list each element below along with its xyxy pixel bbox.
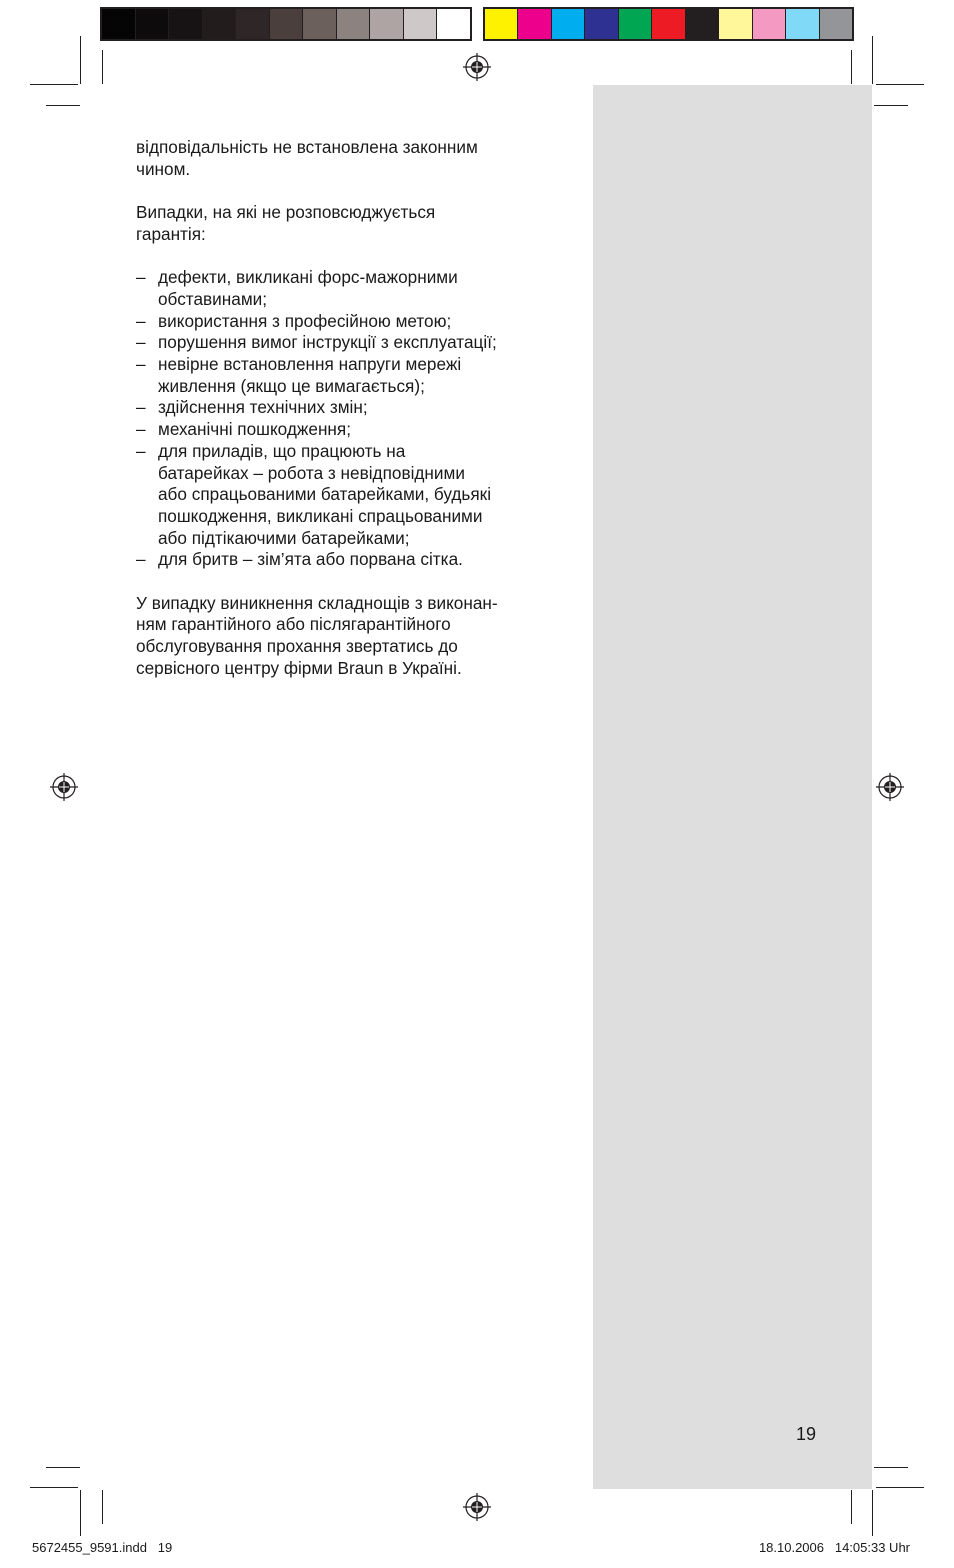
page-number: 19: [796, 1424, 817, 1444]
crop-mark: [872, 36, 873, 84]
text-line: гарантія:: [136, 223, 206, 244]
crop-mark: [851, 1490, 852, 1524]
paragraph-liability: [136, 137, 566, 180]
crop-mark: [874, 105, 908, 106]
text-line: обставинами;: [158, 288, 268, 309]
list-item: [136, 332, 566, 354]
text-line: дефекти, викликані форс-мажорними: [158, 267, 458, 288]
gray-swatch: [270, 9, 304, 39]
registration-mark-icon: [50, 773, 78, 801]
crop-mark: [851, 50, 852, 84]
list-item: [136, 441, 566, 550]
slug-file-info: 5672455_9591.indd 19: [32, 1540, 173, 1555]
color-swatch: [686, 9, 719, 39]
gray-swatch: [303, 9, 337, 39]
text-line: використання з професійною метою;: [158, 310, 452, 331]
list-dash: –: [136, 397, 146, 418]
color-swatch: [552, 9, 585, 39]
paragraph-service-center: [136, 593, 566, 680]
color-swatch: [485, 9, 518, 39]
crop-mark: [876, 1487, 924, 1488]
color-swatch: [753, 9, 786, 39]
gray-swatch: [203, 9, 237, 39]
text-line: порушення вимог інструкції з експлуатації;: [158, 332, 497, 353]
list-item: [136, 267, 566, 310]
gray-swatch: [136, 9, 170, 39]
crop-mark: [80, 36, 81, 84]
crop-mark: [876, 84, 924, 85]
text-line: сервісного центру фірми Braun в Україні.: [136, 657, 462, 678]
crop-mark: [102, 50, 103, 84]
crop-mark: [46, 105, 80, 106]
gray-swatch: [169, 9, 203, 39]
grayscale-color-bar: [100, 7, 472, 41]
registration-mark-icon: [463, 1493, 491, 1521]
crop-mark: [80, 1490, 81, 1536]
list-dash: –: [136, 310, 146, 331]
gray-swatch: [404, 9, 438, 39]
main-text: [136, 137, 566, 701]
color-swatch: [518, 9, 551, 39]
text-line: батарейках – робота з невідповідними: [158, 462, 465, 483]
text-line: обслуговування прохання звертатись до: [136, 636, 458, 657]
text-line: або спрацьованими батарейками, будьякі: [158, 484, 492, 505]
process-color-bar: [483, 7, 854, 41]
list-item: [136, 311, 566, 333]
text-line: живлення (якщо це вимагається);: [158, 375, 425, 396]
registration-mark-icon: [463, 53, 491, 81]
color-swatch: [719, 9, 752, 39]
crop-mark: [46, 1467, 80, 1468]
crop-mark: [30, 1487, 78, 1488]
gray-swatch: [337, 9, 371, 39]
color-swatch: [585, 9, 618, 39]
crop-mark: [874, 1467, 908, 1468]
text-line: чином.: [136, 158, 191, 179]
text-line: для приладів, що працюють на: [158, 440, 406, 461]
text-line: Випадки, на які не розповсюджується: [136, 202, 436, 223]
text-line: У випадку виникнення складнощів з виконан-: [136, 592, 498, 613]
gray-swatch: [236, 9, 270, 39]
list-item: [136, 419, 566, 441]
text-line: або підтікаючими батарейками;: [158, 527, 410, 548]
gray-swatch: [102, 9, 136, 39]
color-swatch: [786, 9, 819, 39]
text-line: невірне встановлення напруги мережі: [158, 354, 462, 374]
list-item: [136, 354, 566, 397]
list-dash: –: [136, 354, 146, 374]
list-dash: –: [136, 440, 146, 461]
gray-swatch: [437, 9, 470, 39]
crop-mark: [30, 84, 78, 85]
list-item: [136, 397, 566, 419]
color-swatch: [820, 9, 852, 39]
gray-swatch: [370, 9, 404, 39]
crop-mark: [102, 1490, 103, 1524]
list-item: [136, 549, 566, 571]
list-dash: –: [136, 419, 146, 440]
color-swatch: [619, 9, 652, 39]
crop-mark: [872, 1490, 873, 1536]
registration-mark-icon: [876, 773, 904, 801]
text-line: відповідальність не встановлена законним: [136, 137, 478, 157]
list-dash: –: [136, 549, 146, 570]
list-dash: –: [136, 267, 146, 288]
exclusions-list: [136, 267, 566, 571]
text-line: ням гарантійного або післягарантійного: [136, 614, 451, 635]
paragraph-exclusions-intro: [136, 202, 566, 245]
text-line: механічні пошкодження;: [158, 419, 352, 440]
text-line: для бритв – зім’ята або порвана сітка.: [158, 549, 463, 570]
text-line: пошкодження, викликані спрацьованими: [158, 505, 483, 526]
text-line: здійснення технічних змін;: [158, 397, 368, 418]
side-panel: [593, 85, 872, 1489]
color-swatch: [652, 9, 685, 39]
slug-timestamp: 18.10.2006 14:05:33 Uhr: [758, 1540, 910, 1555]
list-dash: –: [136, 332, 146, 353]
